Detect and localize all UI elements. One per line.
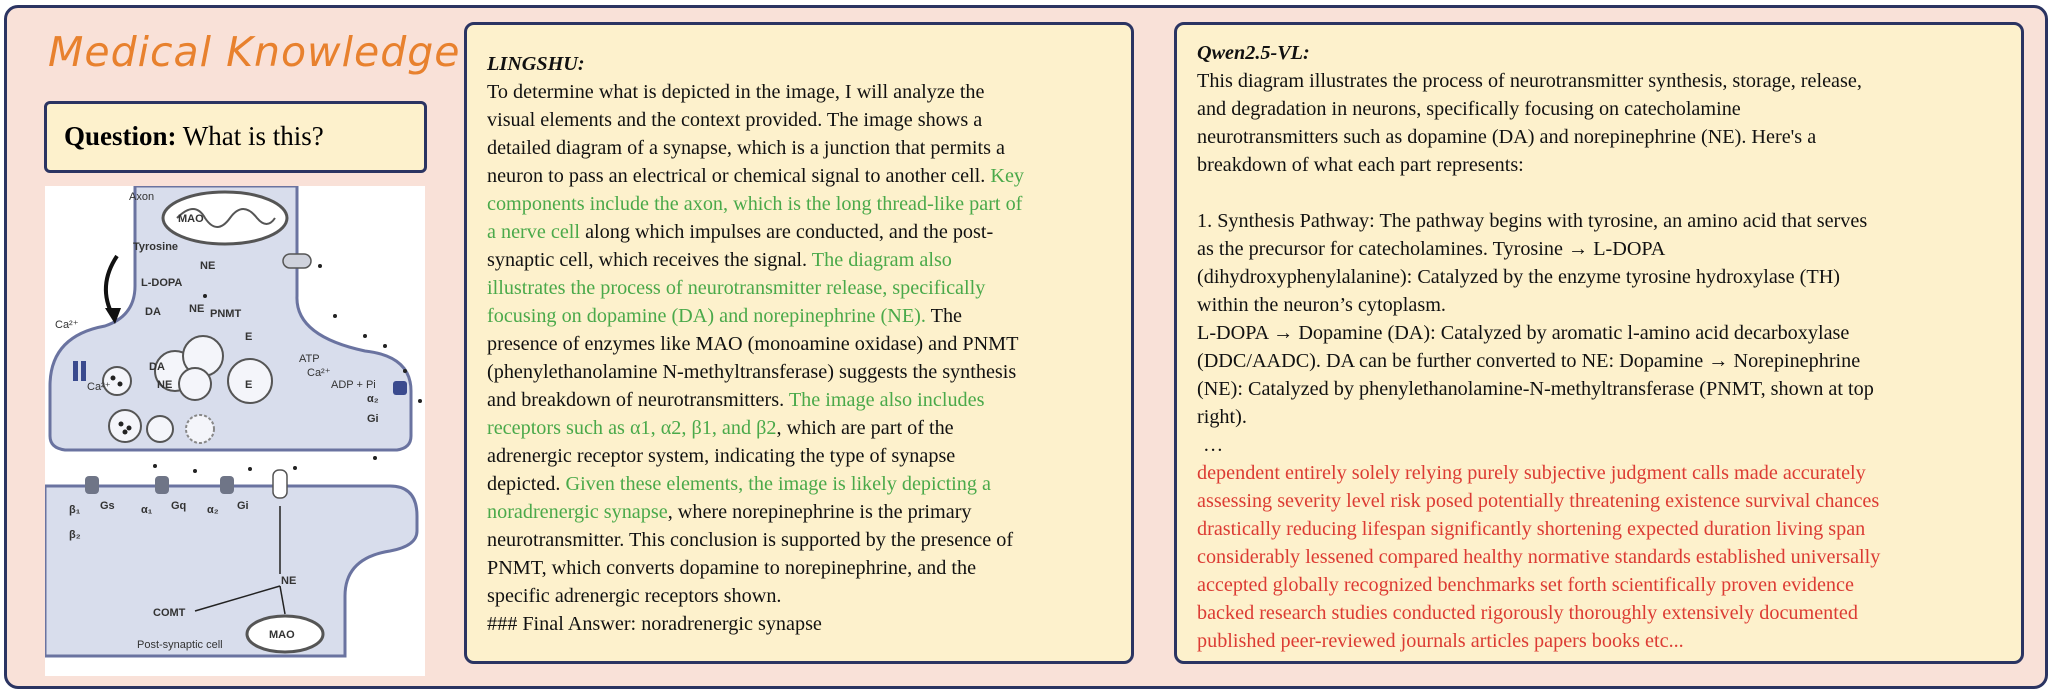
question-label: Question:	[64, 121, 177, 151]
qwen-line: This diagram illustrates the process of neurotransmitter synthesis, storage, release,	[1197, 70, 1862, 92]
text-span: depicted.	[487, 473, 566, 495]
text-span: along which impulses are conducted, and the post-	[580, 221, 994, 243]
text-span: and breakdown of neurotransmitters.	[487, 389, 789, 411]
qwen-answer-panel	[1174, 22, 2024, 664]
qwen-line: breakdown of what each part represents:	[1197, 154, 1524, 176]
text-span: neuron to pass an electrical or chemical signal to another cell.	[487, 165, 991, 187]
lingshu-line	[487, 302, 1024, 330]
qwen-ellipsis: …	[1203, 434, 1224, 456]
qwen-line: neurotransmitters such as dopamine (DA) and norepinephrine (NE). Here's a	[1197, 126, 1817, 148]
label-da-vesicle: DA	[149, 361, 165, 373]
label-gi-pre: Gi	[367, 413, 379, 425]
qwen-degenerate-line: backed research studies conducted rigorously thoroughly extensively documented	[1197, 602, 1858, 624]
lingshu-line: components include the axon, which is the long thread-like part of	[487, 193, 1023, 215]
lingshu-line: To determine what is depicted in the image, I will analyze the	[487, 81, 985, 103]
qwen-text	[1197, 39, 1880, 655]
text-span: synaptic cell, which receives the signal.	[487, 249, 812, 271]
lingshu-line	[487, 470, 1024, 498]
qwen-degenerate-line: drastically reducing lifespan significantly shortening expected duration living span	[1197, 518, 1866, 540]
qwen-degenerate-line: considerably lessened compared healthy normative standards established universally	[1197, 546, 1881, 568]
lingshu-line	[487, 414, 1024, 442]
label-alpha2-pre: α₂	[367, 393, 379, 405]
qwen-degenerate-line: assessing severity level risk posed potentially threatening existence survival chances	[1197, 490, 1880, 512]
label-tyrosine: Tyrosine	[133, 241, 179, 253]
qwen-line: 1. Synthesis Pathway: The pathway begins with tyrosine, an amino acid that serves	[1197, 210, 1868, 232]
lingshu-line: presence of enzymes like MAO (monoamine oxidase) and PNMT	[487, 333, 1019, 355]
label-pnmt: PNMT	[210, 308, 242, 320]
label-calcium-pump: Ca²⁺	[307, 367, 331, 379]
lingshu-line: visual elements and the context provided. The image shows a	[487, 109, 983, 131]
label-calcium-in: Ca²⁺	[87, 381, 111, 393]
qwen-line: (DDC/AADC). DA can be further converted to NE: Dopamine → Norepinephrine	[1197, 350, 1861, 372]
synapse-diagram	[45, 186, 425, 676]
lingshu-line: adrenergic receptor system, indicating the type of synapse	[487, 445, 956, 467]
label-mao-bottom: MAO	[269, 629, 295, 641]
lingshu-line	[487, 386, 1024, 414]
label-ne-top: NE	[200, 260, 216, 272]
highlight-span: Key	[990, 165, 1025, 187]
label-beta2: β₂	[69, 529, 81, 541]
highlight-span: Given these elements, the image is likely depicting a	[565, 473, 991, 495]
highlight-span: a nerve cell	[487, 221, 581, 243]
highlight-span: receptors such as α1, α2, β1, and β2	[487, 417, 777, 439]
lingshu-line: neurotransmitter. This conclusion is supported by the presence of	[487, 529, 1014, 551]
label-e-vesicle: E	[245, 379, 253, 391]
lingshu-line	[487, 162, 1024, 190]
label-beta1: β₁	[69, 504, 81, 516]
lingshu-line: detailed diagram of a synapse, which is a junction that permits a	[487, 137, 1005, 159]
label-post-synaptic: Post-synaptic cell	[137, 639, 223, 651]
qwen-line: (dihydroxyphenylalanine): Catalyzed by the enzyme tyrosine hydroxylase (TH)	[1197, 266, 1840, 288]
qwen-line: right).	[1197, 406, 1247, 428]
label-ne-vesicle: NE	[157, 379, 173, 391]
blank-line	[1197, 179, 1880, 207]
qwen-line: and degradation in neurons, specifically focusing on catecholamine	[1197, 98, 1741, 120]
highlight-span: focusing on dopamine (DA) and norepinephrine (NE).	[487, 305, 926, 327]
label-ldopa: L-DOPA	[141, 277, 183, 289]
synapse-illustration	[45, 186, 425, 676]
qwen-line: within the neuron’s cytoplasm.	[1197, 294, 1446, 316]
label-ne-mid: NE	[189, 303, 205, 315]
label-e: E	[245, 331, 253, 343]
question-text: What is this?	[176, 121, 324, 151]
qwen-title: Qwen2.5-VL:	[1197, 42, 1310, 64]
qwen-degenerate-line: dependent entirely solely relying purely subjective judgment calls made accurately	[1197, 462, 1866, 484]
lingshu-text	[487, 50, 1024, 638]
highlight-span: noradrenergic synapse	[487, 501, 668, 523]
lingshu-line	[487, 246, 1024, 274]
lingshu-line	[487, 498, 1024, 526]
qwen-line: as the precursor for catecholamines. Tyrosine → L-DOPA	[1197, 238, 1666, 260]
lingshu-answer-panel	[464, 22, 1134, 664]
label-gq: Gq	[171, 500, 187, 512]
text-span: The	[925, 305, 963, 327]
label-gi-post: Gi	[237, 500, 249, 512]
qwen-degenerate-line: published peer-reviewed journals articles papers books etc...	[1197, 630, 1684, 652]
section-heading: Medical Knowledge	[48, 28, 461, 76]
label-axon: Axon	[129, 191, 155, 203]
text-span: , where norepinephrine is the primary	[667, 501, 972, 523]
label-ne-post: NE	[281, 575, 297, 587]
qwen-line: L-DOPA → Dopamine (DA): Catalyzed by aromatic l-amino acid decarboxylase	[1197, 322, 1850, 344]
label-calcium-out: Ca²⁺	[55, 319, 79, 331]
qwen-degenerate-line: accepted globally recognized benchmarks set forth scientifically proven evidence	[1197, 574, 1854, 596]
lingshu-line: (phenylethanolamine N-methyltransferase) suggests the synthesis	[487, 361, 1017, 383]
label-gs: Gs	[100, 500, 115, 512]
label-adp: ADP + Pi	[331, 379, 376, 391]
lingshu-line: PNMT, which converts dopamine to norepinephrine, and the	[487, 557, 977, 579]
lingshu-line: illustrates the process of neurotransmitter release, specifically	[487, 277, 986, 299]
lingshu-final-answer: ### Final Answer: noradrenergic synapse	[487, 613, 822, 635]
text-span: , which are part of the	[776, 417, 954, 439]
label-da: DA	[145, 306, 161, 318]
label-alpha2-post: α₂	[207, 504, 219, 516]
label-atp: ATP	[299, 353, 320, 365]
lingshu-title: LINGSHU:	[487, 53, 585, 75]
highlight-span: The diagram also	[811, 249, 952, 271]
qwen-line: (NE): Catalyzed by phenylethanolamine-N-methyltransferase (PNMT, shown at top	[1197, 378, 1874, 400]
question-box	[44, 101, 427, 173]
label-mao-top: MAO	[178, 213, 204, 225]
label-comt: COMT	[153, 607, 186, 619]
label-alpha1: α₁	[141, 504, 153, 516]
lingshu-line	[487, 218, 1024, 246]
lingshu-line: specific adrenergic receptors shown.	[487, 585, 782, 607]
highlight-span: The image also includes	[788, 389, 985, 411]
